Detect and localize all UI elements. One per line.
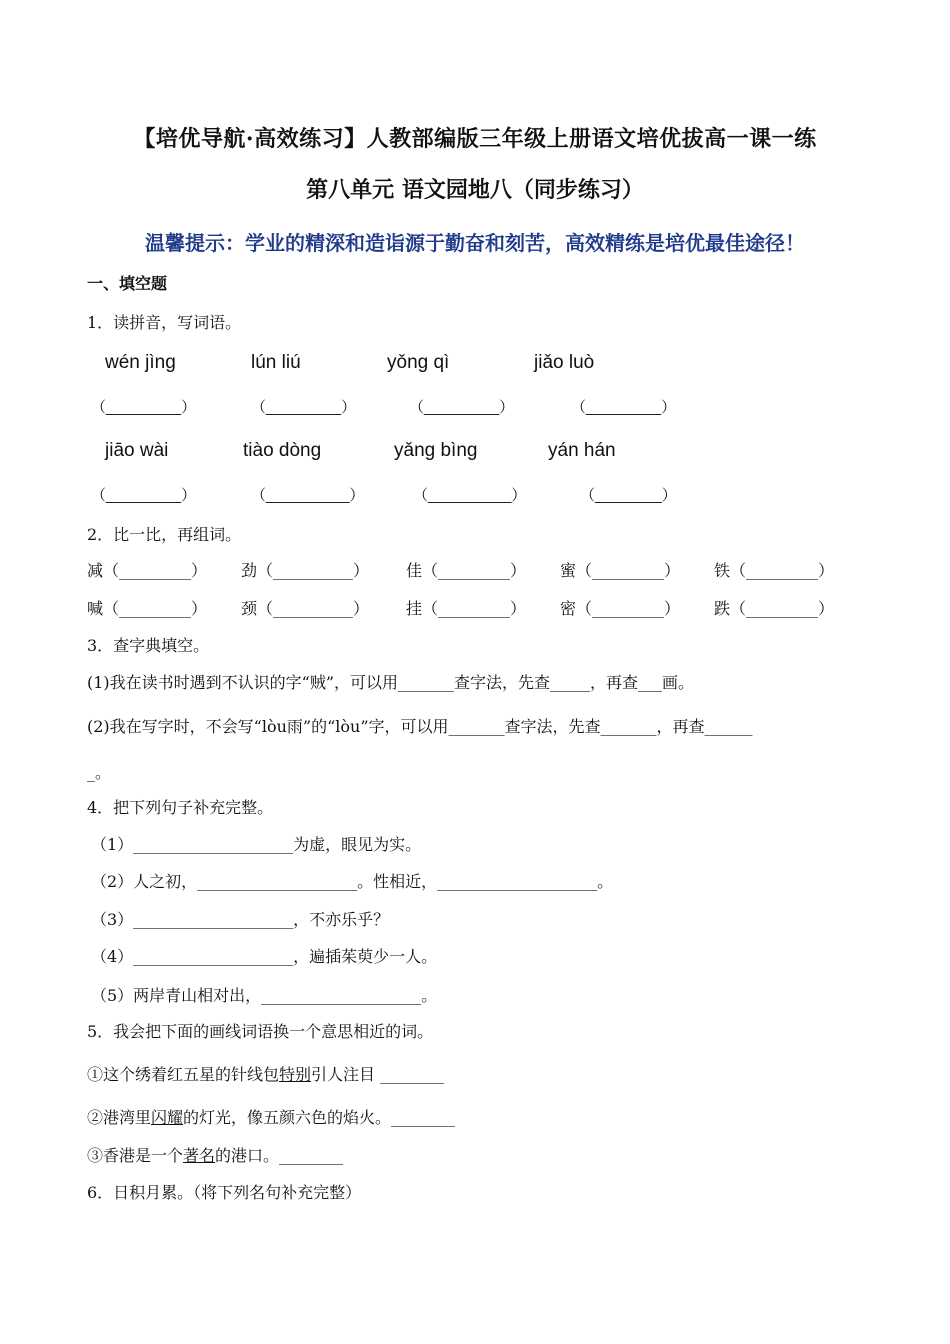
pinyin-item: lún liú: [251, 352, 301, 373]
q1-prompt: 1．读拼音，写词语。: [87, 313, 242, 332]
q4-prompt: 4．把下列句子补充完整。: [87, 798, 274, 817]
warm-tip: 温馨提示：学业的精深和造诣源于勤奋和刻苦，高效精练是培优最佳途径！: [145, 231, 805, 255]
q5-prompt: 5．我会把下面的画线词语换一个意思相近的词。: [87, 1022, 434, 1041]
compare-item[interactable]: 蜜（_________）: [560, 561, 681, 580]
section-heading: 一、填空题: [87, 274, 168, 293]
pinyin-item: yǎng bìng: [394, 440, 478, 461]
q5-item-text: ③香港是一个: [87, 1146, 184, 1165]
answer-blank[interactable]: （_________）: [91, 487, 197, 504]
pinyin-item: tiào dòng: [243, 440, 322, 461]
pinyin-item: yǒng qì: [387, 352, 450, 373]
compare-item[interactable]: 颈（__________）: [241, 599, 370, 618]
compare-item[interactable]: 铁（_________）: [714, 561, 835, 580]
compare-item[interactable]: 佳（_________）: [406, 561, 527, 580]
q4-item: （1）____________________为虚，眼见为实。: [91, 835, 422, 854]
q4-item: （5）两岸青山相对出，____________________。: [91, 986, 438, 1005]
compare-item[interactable]: 密（_________）: [560, 599, 681, 618]
q4-item: （4）____________________，遍插茱萸少一人。: [91, 947, 438, 966]
underlined-word: 特别: [279, 1065, 312, 1084]
q4-item: （2）人之初，____________________。性相近，____________________。: [91, 872, 614, 891]
answer-blank[interactable]: （_________）: [91, 399, 197, 416]
q6-prompt: 6．日积月累。（将下列名句补充完整）: [87, 1183, 362, 1202]
answer-blank[interactable]: （_________）: [571, 399, 677, 416]
answer-blank[interactable]: （__________）: [413, 487, 527, 504]
underlined-word: 著名: [183, 1146, 216, 1165]
answer-blank[interactable]: （________）: [580, 487, 677, 504]
pinyin-item: jiǎo luò: [534, 352, 595, 373]
q5-item-1: [87, 1062, 444, 1085]
q5-item-text: 的灯光，像五颜六色的焰火。________: [183, 1108, 456, 1127]
q5-item-text: 的港口。________: [215, 1146, 344, 1165]
q5-item-text: ②港湾里: [87, 1108, 152, 1127]
q3-item-1: (1)我在读书时遇到不认识的字“贼”，可以用_______查字法，先查_____，再查___画。: [87, 673, 695, 692]
q5-item-2: [87, 1105, 455, 1128]
answer-blank[interactable]: （__________）: [251, 487, 365, 504]
compare-item[interactable]: 挂（_________）: [406, 599, 527, 618]
unit-subtitle: 第八单元 语文园地八（同步练习）: [306, 177, 644, 203]
q3-item-2: (2)我在写字时，不会写“lòu雨”的“lòu”字，可以用_______查字法，先查_______，再查______: [87, 717, 753, 736]
pinyin-item: wén jìng: [105, 352, 176, 373]
pinyin-item: jiāo wài: [105, 440, 169, 461]
q5-item-text: 引人注目 ________: [311, 1065, 445, 1084]
compare-item[interactable]: 喊（_________）: [87, 599, 208, 618]
pinyin-item: yán hán: [548, 440, 616, 461]
compare-item[interactable]: 劲（__________）: [241, 561, 370, 580]
q2-prompt: 2．比一比，再组词。: [87, 525, 242, 544]
underlined-word: 闪耀: [151, 1108, 184, 1127]
q4-item: （3）____________________，不亦乐乎？: [91, 910, 390, 929]
answer-blank[interactable]: （_________）: [251, 399, 357, 416]
q5-item-text: ①这个绣着红五星的针线包: [87, 1065, 280, 1084]
q3-item-2-tail: _。: [87, 763, 112, 782]
worksheet-title: 【培优导航·高效练习】人教部编版三年级上册语文培优拔高一课一练: [133, 126, 817, 152]
compare-item[interactable]: 减（_________）: [87, 561, 208, 580]
q3-prompt: 3．查字典填空。: [87, 636, 210, 655]
q5-item-3: [87, 1143, 343, 1166]
answer-blank[interactable]: （_________）: [409, 399, 515, 416]
compare-item[interactable]: 跌（_________）: [714, 599, 835, 618]
